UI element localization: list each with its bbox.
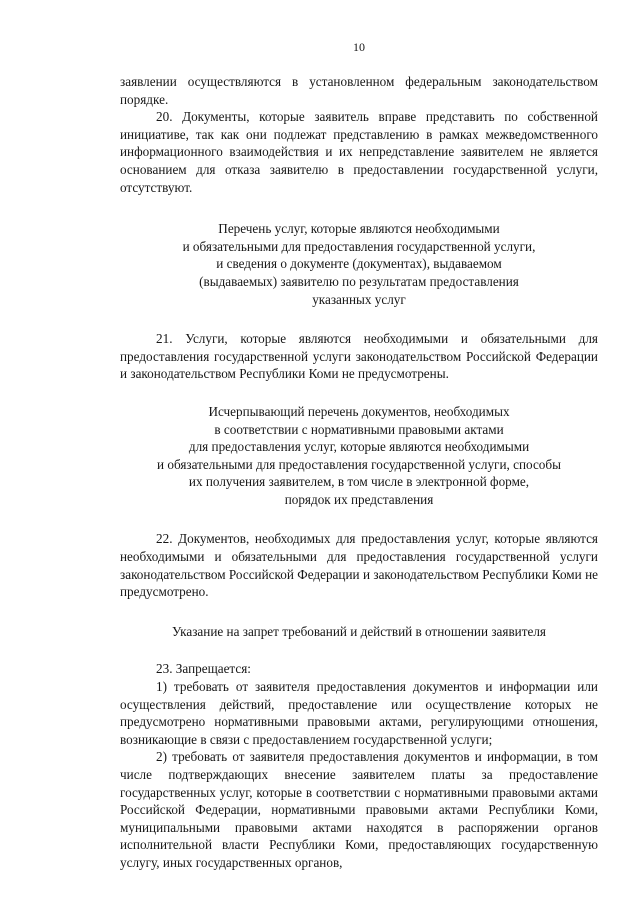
paragraph-continuation: заявлении осуществляются в установленном федеральным законодательством порядке.	[120, 74, 598, 107]
section-heading-documents-list-text: Исчерпывающий перечень документов, необходимых в соответствии с нормативными правовыми актами для предоставления услуг, которые являются необходимыми и обязательными для предоставления государственной услуги, способы их получения заявителем, в том числе в электронной форме, порядок их представления	[157, 403, 561, 507]
document-page	[120, 40, 598, 872]
paragraph-23: 23. Запрещается:	[156, 661, 251, 677]
section-heading-services-list-text: Перечень услуг, которые являются необходимыми и обязательными для предоставления государственной услуги, и сведения о документе (документах), выдаваемом (выдаваемых) заявителю по результатам предоставления указанных услуг	[182, 221, 536, 307]
paragraph-23-item-1: 1) требовать от заявителя предоставления документов и информации или осуществления действий, предоставление или осуществление которых не предусмотрено нормативными правовыми актами, регулирующими отношения, возникающие в связи с предоставлением государственной услуги;	[120, 679, 598, 747]
paragraph-20: 20. Документы, которые заявитель вправе представить по собственной инициативе, так как они подлежат представлению в рамках межведомственного информационного взаимодействия и их непредставление заявителем не является основанием для отказа заявителю в предоставлении государственной услуги, отсутствуют.	[120, 109, 598, 195]
paragraph-23-item-2: 2) требовать от заявителя предоставления документов и информации, в том числе подтверждающих внесение заявителем платы за предоставление государственных услуг, которые в соответствии с нормативными правовыми актами Российской Федерации, нормативными правовыми актами Республики Коми, муниципальными правовыми актами находятся в распоряжении органов исполнительной власти Республики Коми, предоставляющих государственную услугу, иных государственных органов,	[120, 749, 598, 870]
paragraph-21: 21. Услуги, которые являются необходимыми и обязательными для предоставления государственной услуги законодательством Российской Федерации и законодательством Республики Коми не предусмотрены.	[120, 331, 598, 382]
section-heading-services-list	[120, 220, 598, 308]
section-heading-prohibitions: Указание на запрет требований и действий в отношении заявителя	[171, 623, 546, 639]
section-heading-documents-list	[120, 403, 598, 509]
page-number: 10	[353, 40, 365, 54]
paragraph-22: 22. Документов, необходимых для предоставления услуг, которые являются необходимыми и обязательными для предоставления государственной услуги законодательством Российской Федерации и законодательством Республики Коми не предусмотрено.	[120, 531, 598, 600]
